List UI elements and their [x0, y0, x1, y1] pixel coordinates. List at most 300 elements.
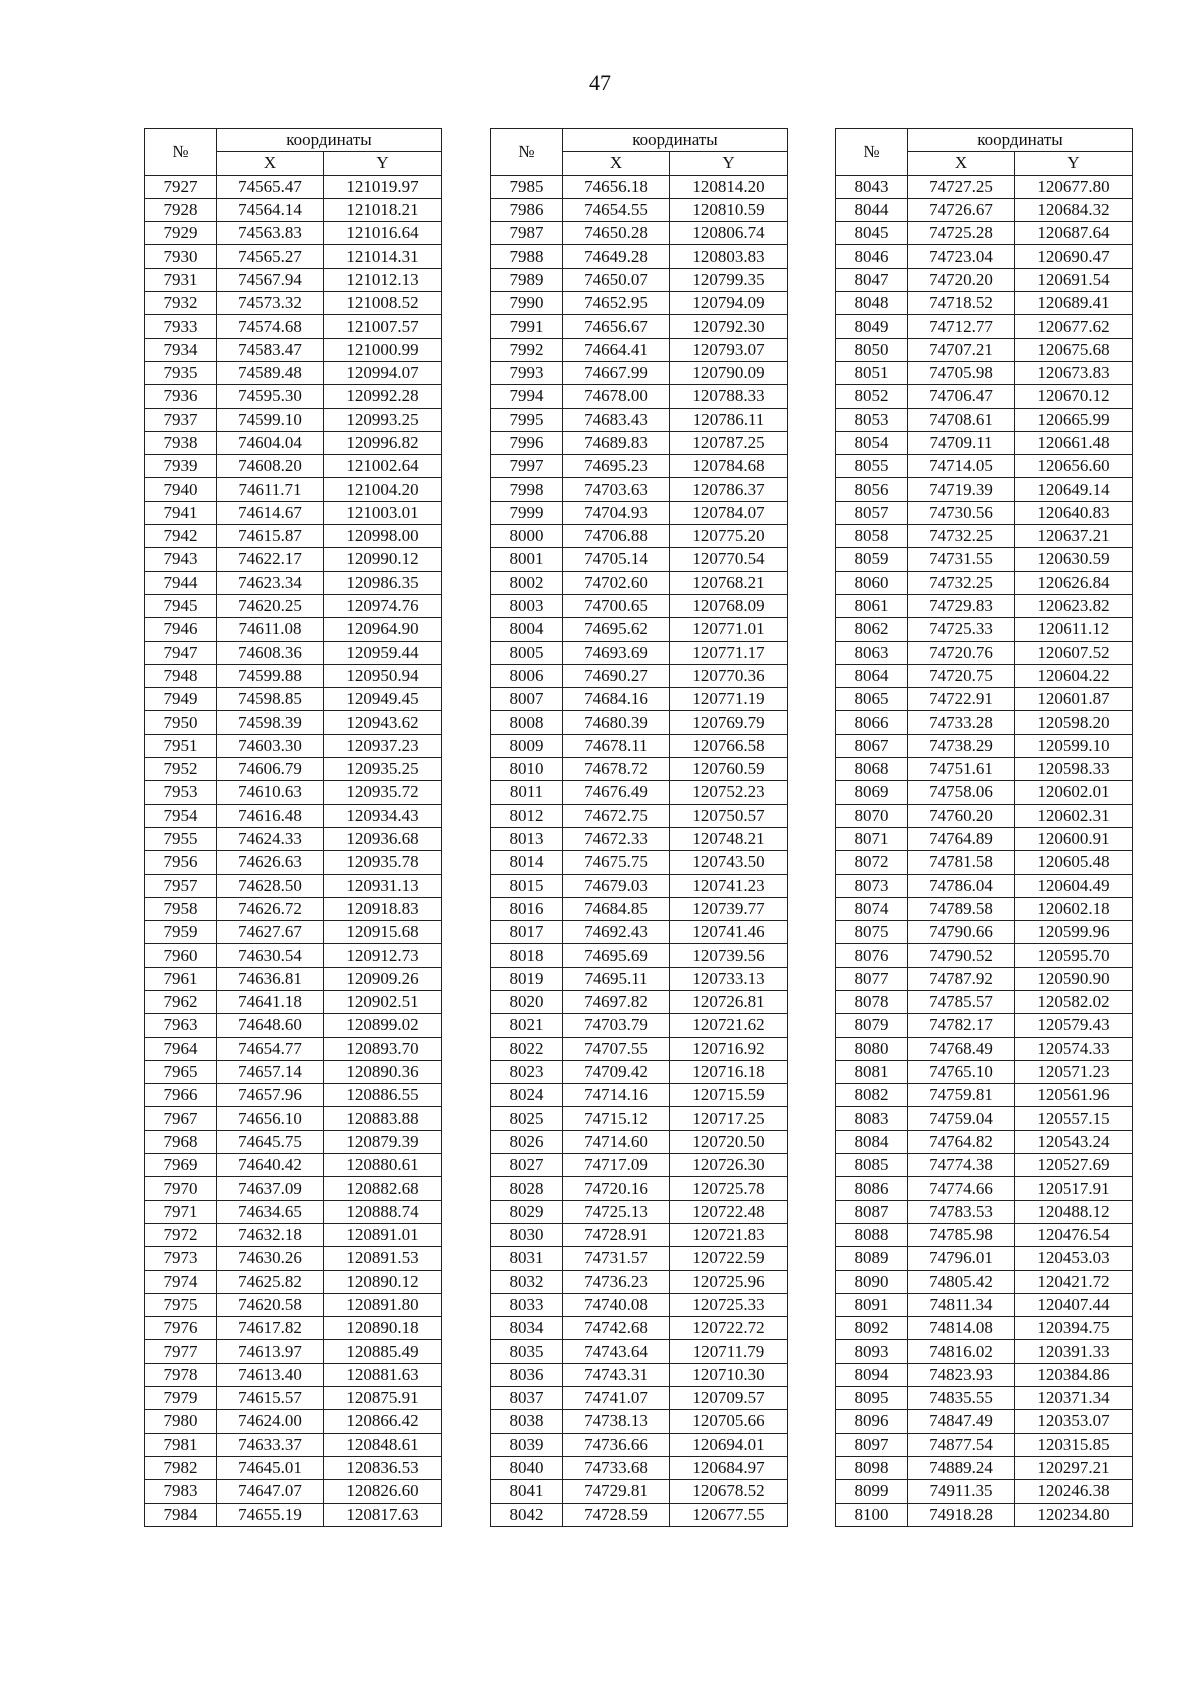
- table-row: [145, 781, 442, 804]
- cell-number: 8067: [836, 734, 908, 757]
- cell-y: 120574.33: [1015, 1037, 1133, 1060]
- cell-number: 8006: [491, 664, 563, 687]
- cell-number: 7950: [145, 711, 217, 734]
- cell-number: 8068: [836, 758, 908, 781]
- cell-number: 8094: [836, 1363, 908, 1386]
- cell-number: 7930: [145, 245, 217, 268]
- cell-y: 120384.86: [1015, 1363, 1133, 1386]
- cell-number: 8087: [836, 1200, 908, 1223]
- table-row: [491, 781, 788, 804]
- cell-number: 7983: [145, 1480, 217, 1503]
- cell-number: 8093: [836, 1340, 908, 1363]
- cell-y: 120391.33: [1015, 1340, 1133, 1363]
- cell-y: 120722.59: [670, 1247, 788, 1270]
- cell-number: 7943: [145, 548, 217, 571]
- cell-y: 121019.97: [324, 175, 442, 198]
- header-number: №: [145, 129, 217, 176]
- cell-x: 74632.18: [217, 1223, 324, 1246]
- cell-y: 120527.69: [1015, 1154, 1133, 1177]
- cell-y: 120770.36: [670, 664, 788, 687]
- cell-number: 8022: [491, 1037, 563, 1060]
- cell-x: 74567.94: [217, 268, 324, 291]
- cell-number: 8019: [491, 967, 563, 990]
- table-row: [145, 268, 442, 291]
- cell-number: 8062: [836, 618, 908, 641]
- table-row: [836, 1177, 1133, 1200]
- cell-x: 74697.82: [563, 990, 670, 1013]
- cell-number: 7980: [145, 1410, 217, 1433]
- cell-x: 74615.57: [217, 1387, 324, 1410]
- cell-number: 8079: [836, 1014, 908, 1037]
- table-row: [491, 1060, 788, 1083]
- table-row: [836, 315, 1133, 338]
- table-row: [145, 431, 442, 454]
- cell-number: 8091: [836, 1293, 908, 1316]
- cell-number: 7946: [145, 618, 217, 641]
- table-row: [836, 1154, 1133, 1177]
- table-row: [836, 548, 1133, 571]
- cell-x: 74816.02: [908, 1340, 1015, 1363]
- cell-y: 120677.80: [1015, 175, 1133, 198]
- cell-number: 8018: [491, 944, 563, 967]
- cell-x: 74598.85: [217, 688, 324, 711]
- cell-number: 7948: [145, 664, 217, 687]
- cell-x: 74785.98: [908, 1223, 1015, 1246]
- table-row: [145, 711, 442, 734]
- table-row: [145, 944, 442, 967]
- cell-y: 120959.44: [324, 641, 442, 664]
- table-row: [491, 548, 788, 571]
- header-number: №: [491, 129, 563, 176]
- cell-x: 74728.91: [563, 1223, 670, 1246]
- cell-x: 74918.28: [908, 1503, 1015, 1526]
- table-row: [491, 1503, 788, 1526]
- cell-x: 74889.24: [908, 1456, 1015, 1479]
- table-row: [145, 1293, 442, 1316]
- cell-number: 7935: [145, 361, 217, 384]
- cell-number: 7938: [145, 431, 217, 454]
- cell-x: 74720.75: [908, 664, 1015, 687]
- table-row: [491, 1223, 788, 1246]
- table-row: [145, 967, 442, 990]
- table-row: [145, 641, 442, 664]
- cell-x: 74709.42: [563, 1060, 670, 1083]
- cell-y: 120421.72: [1015, 1270, 1133, 1293]
- cell-x: 74725.33: [908, 618, 1015, 641]
- table-row: [145, 1410, 442, 1433]
- cell-x: 74727.25: [908, 175, 1015, 198]
- header-x: X: [908, 152, 1015, 175]
- table-row: [145, 525, 442, 548]
- cell-y: 120943.62: [324, 711, 442, 734]
- cell-number: 7927: [145, 175, 217, 198]
- cell-number: 7998: [491, 478, 563, 501]
- cell-y: 120394.75: [1015, 1317, 1133, 1340]
- cell-x: 74680.39: [563, 711, 670, 734]
- cell-y: 120935.72: [324, 781, 442, 804]
- cell-x: 74741.07: [563, 1387, 670, 1410]
- cell-number: 7988: [491, 245, 563, 268]
- header-y: Y: [1015, 152, 1133, 175]
- cell-y: 120902.51: [324, 990, 442, 1013]
- cell-x: 74703.79: [563, 1014, 670, 1037]
- cell-x: 74719.39: [908, 478, 1015, 501]
- cell-number: 7999: [491, 501, 563, 524]
- cell-y: 120909.26: [324, 967, 442, 990]
- cell-number: 8065: [836, 688, 908, 711]
- table-row: [836, 385, 1133, 408]
- table-row: [145, 548, 442, 571]
- table-row: [836, 1433, 1133, 1456]
- cell-number: 7933: [145, 315, 217, 338]
- cell-y: 120775.20: [670, 525, 788, 548]
- table-row: [491, 245, 788, 268]
- cell-x: 74692.43: [563, 921, 670, 944]
- table-row: [145, 1270, 442, 1293]
- cell-number: 8020: [491, 990, 563, 1013]
- cell-y: 120741.23: [670, 874, 788, 897]
- cell-x: 74714.60: [563, 1130, 670, 1153]
- cell-number: 7955: [145, 827, 217, 850]
- table-row: [145, 175, 442, 198]
- cell-number: 7966: [145, 1084, 217, 1107]
- cell-x: 74622.17: [217, 548, 324, 571]
- cell-x: 74615.87: [217, 525, 324, 548]
- cell-x: 74695.23: [563, 455, 670, 478]
- cell-y: 120768.09: [670, 594, 788, 617]
- table-row: [145, 1130, 442, 1153]
- table-row: [836, 1037, 1133, 1060]
- cell-number: 7964: [145, 1037, 217, 1060]
- table-row: [836, 1293, 1133, 1316]
- table-row: [836, 1223, 1133, 1246]
- cell-x: 74606.79: [217, 758, 324, 781]
- cell-x: 74565.27: [217, 245, 324, 268]
- cell-y: 120517.91: [1015, 1177, 1133, 1200]
- cell-y: 120788.33: [670, 385, 788, 408]
- table-row: [836, 758, 1133, 781]
- cell-x: 74611.08: [217, 618, 324, 641]
- cell-y: 120766.58: [670, 734, 788, 757]
- table-row: [145, 338, 442, 361]
- cell-y: 120595.70: [1015, 944, 1133, 967]
- table-row: [836, 431, 1133, 454]
- table-row: [491, 1410, 788, 1433]
- cell-number: 7945: [145, 594, 217, 617]
- cell-number: 8086: [836, 1177, 908, 1200]
- cell-number: 7991: [491, 315, 563, 338]
- cell-number: 8077: [836, 967, 908, 990]
- cell-number: 7940: [145, 478, 217, 501]
- cell-y: 120315.85: [1015, 1433, 1133, 1456]
- cell-x: 74656.67: [563, 315, 670, 338]
- table-row: [145, 594, 442, 617]
- table-row: [145, 361, 442, 384]
- cell-x: 74608.20: [217, 455, 324, 478]
- cell-number: 7968: [145, 1130, 217, 1153]
- cell-x: 74729.83: [908, 594, 1015, 617]
- table-row: [145, 851, 442, 874]
- table-row: [836, 571, 1133, 594]
- cell-x: 74617.82: [217, 1317, 324, 1340]
- cell-y: 120720.50: [670, 1130, 788, 1153]
- table-row: [491, 921, 788, 944]
- table-row: [145, 827, 442, 850]
- cell-number: 8004: [491, 618, 563, 641]
- cell-number: 7958: [145, 897, 217, 920]
- table-row: [836, 292, 1133, 315]
- cell-x: 74705.14: [563, 548, 670, 571]
- cell-number: 7981: [145, 1433, 217, 1456]
- cell-x: 74787.92: [908, 967, 1015, 990]
- cell-number: 8011: [491, 781, 563, 804]
- cell-number: 8017: [491, 921, 563, 944]
- cell-number: 8078: [836, 990, 908, 1013]
- cell-number: 8051: [836, 361, 908, 384]
- cell-number: 7967: [145, 1107, 217, 1130]
- cell-x: 74733.28: [908, 711, 1015, 734]
- table-row: [491, 431, 788, 454]
- cell-x: 74790.66: [908, 921, 1015, 944]
- cell-y: 120739.77: [670, 897, 788, 920]
- cell-y: 120915.68: [324, 921, 442, 944]
- cell-y: 120810.59: [670, 198, 788, 221]
- cell-y: 120407.44: [1015, 1293, 1133, 1316]
- cell-number: 8054: [836, 431, 908, 454]
- cell-number: 8069: [836, 781, 908, 804]
- cell-number: 7934: [145, 338, 217, 361]
- cell-x: 74702.60: [563, 571, 670, 594]
- table-row: [491, 1247, 788, 1270]
- cell-y: 120890.36: [324, 1060, 442, 1083]
- cell-y: 120771.17: [670, 641, 788, 664]
- cell-y: 120771.19: [670, 688, 788, 711]
- table-row: [491, 1037, 788, 1060]
- cell-number: 7936: [145, 385, 217, 408]
- cell-y: 120602.31: [1015, 804, 1133, 827]
- header-coordinates: координаты: [217, 129, 442, 152]
- cell-number: 8045: [836, 222, 908, 245]
- table-row: [836, 618, 1133, 641]
- cell-y: 120880.61: [324, 1154, 442, 1177]
- table-row: [145, 1014, 442, 1037]
- cell-number: 7969: [145, 1154, 217, 1177]
- table-row: [836, 198, 1133, 221]
- table-row: [491, 292, 788, 315]
- cell-number: 7965: [145, 1060, 217, 1083]
- cell-x: 74676.49: [563, 781, 670, 804]
- cell-y: 120661.48: [1015, 431, 1133, 454]
- table-row: [836, 175, 1133, 198]
- coordinates-table-3: [835, 128, 1133, 1527]
- cell-x: 74729.81: [563, 1480, 670, 1503]
- table-row: [491, 664, 788, 687]
- cell-y: 120786.37: [670, 478, 788, 501]
- cell-x: 74603.30: [217, 734, 324, 757]
- cell-x: 74613.97: [217, 1340, 324, 1363]
- cell-y: 120602.18: [1015, 897, 1133, 920]
- cell-number: 7996: [491, 431, 563, 454]
- cell-y: 120297.21: [1015, 1456, 1133, 1479]
- cell-number: 8080: [836, 1037, 908, 1060]
- cell-number: 7947: [145, 641, 217, 664]
- cell-y: 120725.78: [670, 1177, 788, 1200]
- cell-y: 120670.12: [1015, 385, 1133, 408]
- table-row: [836, 688, 1133, 711]
- table-row: [836, 594, 1133, 617]
- cell-number: 8007: [491, 688, 563, 711]
- cell-number: 7970: [145, 1177, 217, 1200]
- cell-x: 74759.04: [908, 1107, 1015, 1130]
- table-row: [145, 198, 442, 221]
- cell-x: 74823.93: [908, 1363, 1015, 1386]
- table-row: [491, 711, 788, 734]
- cell-x: 74720.16: [563, 1177, 670, 1200]
- cell-number: 8072: [836, 851, 908, 874]
- cell-x: 74712.77: [908, 315, 1015, 338]
- cell-number: 8049: [836, 315, 908, 338]
- cell-y: 120748.21: [670, 827, 788, 850]
- table-row: [491, 1317, 788, 1340]
- cell-x: 74751.61: [908, 758, 1015, 781]
- table-row: [145, 734, 442, 757]
- cell-x: 74614.67: [217, 501, 324, 524]
- cell-x: 74723.04: [908, 245, 1015, 268]
- cell-y: 120722.48: [670, 1200, 788, 1223]
- cell-x: 74620.25: [217, 594, 324, 617]
- cell-number: 8033: [491, 1293, 563, 1316]
- table-row: [491, 408, 788, 431]
- cell-number: 8085: [836, 1154, 908, 1177]
- cell-number: 7954: [145, 804, 217, 827]
- cell-y: 120673.83: [1015, 361, 1133, 384]
- table-row: [145, 455, 442, 478]
- cell-y: 120599.96: [1015, 921, 1133, 944]
- cell-x: 74613.40: [217, 1363, 324, 1386]
- table-row: [836, 967, 1133, 990]
- cell-number: 7942: [145, 525, 217, 548]
- cell-x: 74714.05: [908, 455, 1015, 478]
- cell-number: 8034: [491, 1317, 563, 1340]
- cell-y: 121012.13: [324, 268, 442, 291]
- cell-y: 120882.68: [324, 1177, 442, 1200]
- cell-x: 74672.33: [563, 827, 670, 850]
- table-row: [491, 874, 788, 897]
- cell-number: 8095: [836, 1387, 908, 1410]
- table-row: [491, 1363, 788, 1386]
- table-row: [491, 594, 788, 617]
- cell-x: 74689.83: [563, 431, 670, 454]
- cell-number: 8098: [836, 1456, 908, 1479]
- cell-y: 120935.78: [324, 851, 442, 874]
- cell-y: 120675.68: [1015, 338, 1133, 361]
- cell-x: 74657.14: [217, 1060, 324, 1083]
- cell-y: 120626.84: [1015, 571, 1133, 594]
- table-row: [145, 921, 442, 944]
- header-coordinates: координаты: [563, 129, 788, 152]
- cell-number: 8050: [836, 338, 908, 361]
- cell-y: 120739.56: [670, 944, 788, 967]
- table-row: [836, 1456, 1133, 1479]
- cell-y: 120733.13: [670, 967, 788, 990]
- header-x: X: [217, 152, 324, 175]
- cell-y: 120604.49: [1015, 874, 1133, 897]
- cell-y: 120599.10: [1015, 734, 1133, 757]
- cell-y: 120790.09: [670, 361, 788, 384]
- cell-x: 74743.31: [563, 1363, 670, 1386]
- cell-y: 120937.23: [324, 734, 442, 757]
- cell-x: 74709.11: [908, 431, 1015, 454]
- cell-number: 8063: [836, 641, 908, 664]
- cell-x: 74717.09: [563, 1154, 670, 1177]
- cell-y: 120725.33: [670, 1293, 788, 1316]
- cell-number: 8031: [491, 1247, 563, 1270]
- cell-y: 120601.87: [1015, 688, 1133, 711]
- cell-number: 7989: [491, 268, 563, 291]
- cell-x: 74574.68: [217, 315, 324, 338]
- table-row: [145, 315, 442, 338]
- cell-x: 74693.69: [563, 641, 670, 664]
- cell-x: 74768.49: [908, 1037, 1015, 1060]
- table-row: [836, 851, 1133, 874]
- cell-y: 120690.47: [1015, 245, 1133, 268]
- table-row: [491, 734, 788, 757]
- table-row: [491, 1154, 788, 1177]
- cell-number: 7937: [145, 408, 217, 431]
- table-row: [836, 874, 1133, 897]
- table-row: [145, 1037, 442, 1060]
- cell-x: 74725.13: [563, 1200, 670, 1223]
- cell-y: 120949.45: [324, 688, 442, 711]
- cell-y: 120886.55: [324, 1084, 442, 1107]
- cell-x: 74760.20: [908, 804, 1015, 827]
- cell-y: 120557.15: [1015, 1107, 1133, 1130]
- cell-number: 7961: [145, 967, 217, 990]
- cell-number: 7995: [491, 408, 563, 431]
- table-row: [836, 478, 1133, 501]
- cell-y: 120935.25: [324, 758, 442, 781]
- cell-y: 121008.52: [324, 292, 442, 315]
- cell-y: 120826.60: [324, 1480, 442, 1503]
- cell-y: 120716.18: [670, 1060, 788, 1083]
- table-row: [491, 1433, 788, 1456]
- table-row: [145, 688, 442, 711]
- table-row: [836, 664, 1133, 687]
- cell-number: 7985: [491, 175, 563, 198]
- cell-y: 120936.68: [324, 827, 442, 850]
- cell-y: 120476.54: [1015, 1223, 1133, 1246]
- cell-y: 120721.62: [670, 1014, 788, 1037]
- cell-y: 120637.21: [1015, 525, 1133, 548]
- cell-number: 7976: [145, 1317, 217, 1340]
- cell-x: 74740.08: [563, 1293, 670, 1316]
- table-row: [836, 711, 1133, 734]
- table-row: [836, 804, 1133, 827]
- table-row: [836, 1060, 1133, 1083]
- table-row: [491, 1107, 788, 1130]
- cell-y: 120803.83: [670, 245, 788, 268]
- table-row: [145, 897, 442, 920]
- table-row: [145, 222, 442, 245]
- table-row: [145, 408, 442, 431]
- cell-x: 74720.76: [908, 641, 1015, 664]
- table-row: [836, 1200, 1133, 1223]
- table-row: [145, 1503, 442, 1526]
- cell-y: 120974.76: [324, 594, 442, 617]
- cell-y: 120891.01: [324, 1223, 442, 1246]
- cell-number: 8025: [491, 1107, 563, 1130]
- cell-x: 74704.93: [563, 501, 670, 524]
